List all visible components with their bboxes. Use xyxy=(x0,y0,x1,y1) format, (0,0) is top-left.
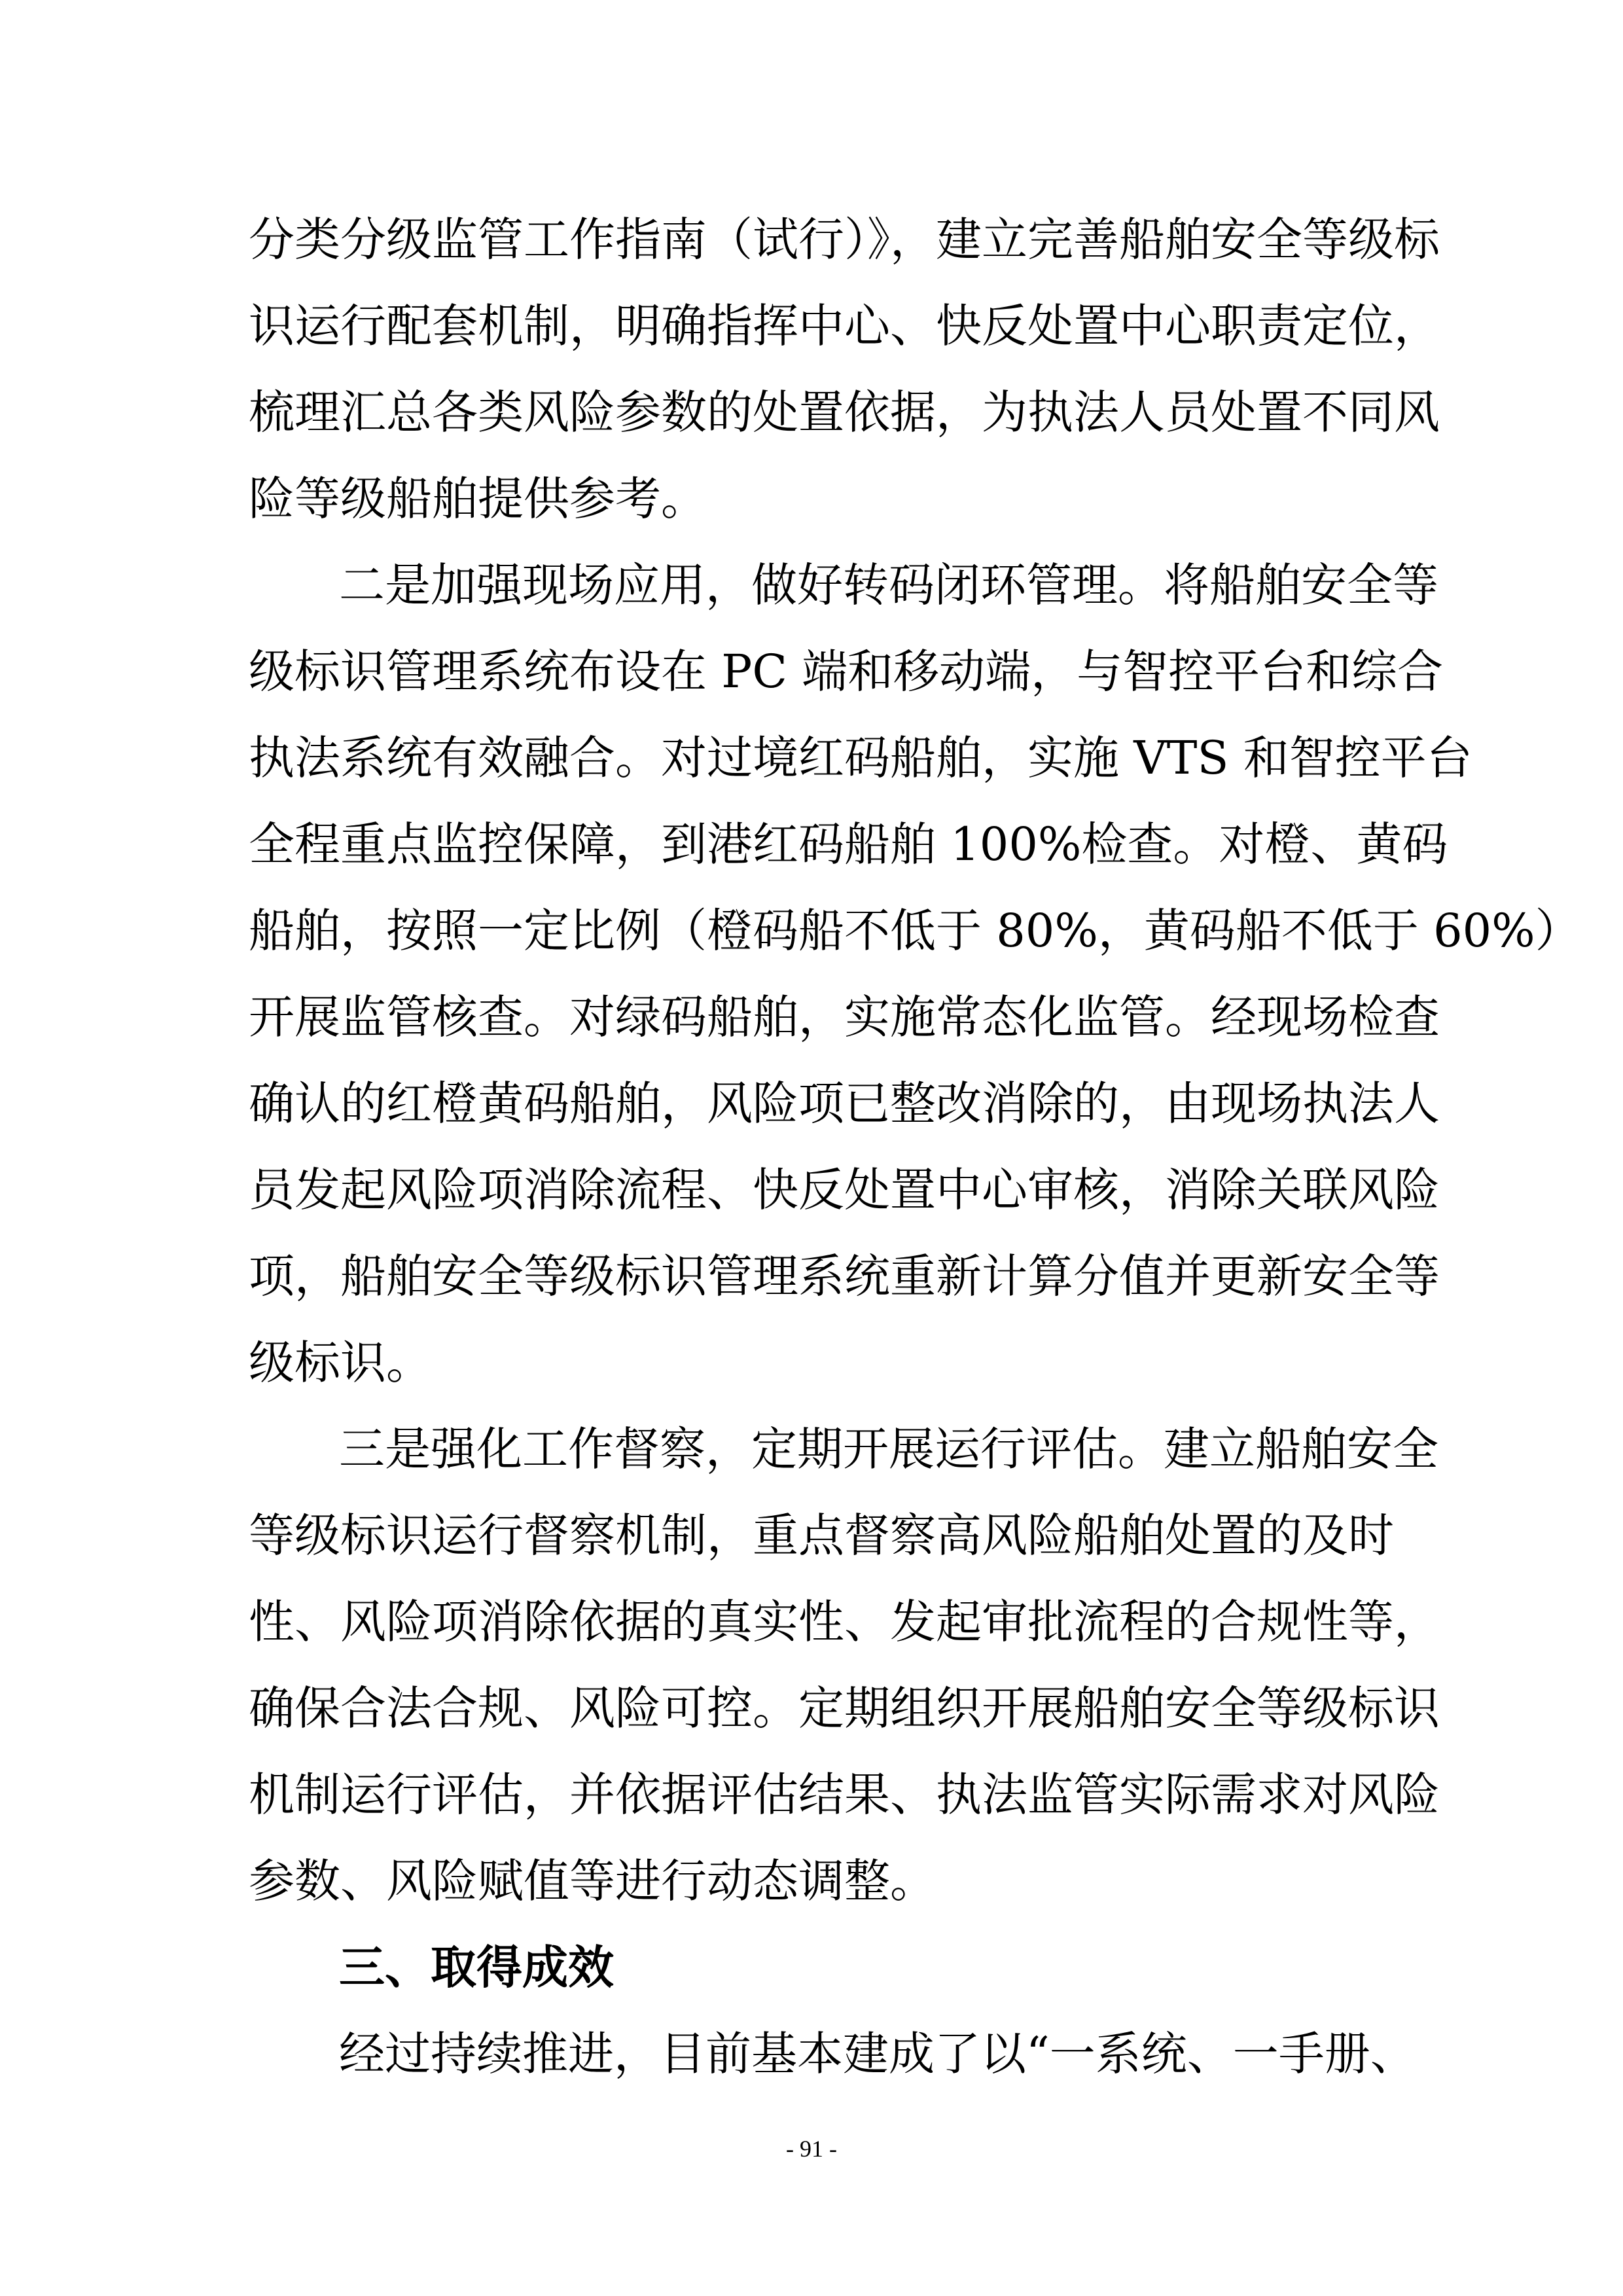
paragraph-line: 执法系统有效融合。对过境红码船舶，实施 VTS 和智控平台 xyxy=(249,731,1472,785)
paragraph-line: 性、风险项消除依据的真实性、发起审批流程的合规性等， xyxy=(249,1595,1440,1649)
paragraph-line: 确保合法合规、风险可控。定期组织开展船舶安全等级标识 xyxy=(249,1681,1440,1735)
paragraph-line: 全程重点监控保障，到港红码船舶 100%检查。对橙、黄码 xyxy=(249,817,1448,871)
paragraph-line: 确认的红橙黄码船舶，风险项已整改消除的，由现场执法人 xyxy=(249,1077,1440,1130)
page-number: - 91 - xyxy=(786,2136,837,2162)
paragraph-line: 开展监管核查。对绿码船舶，实施常态化监管。经现场检查 xyxy=(249,990,1440,1044)
section-heading: 三、取得成效 xyxy=(339,1941,614,1994)
paragraph-line: 梳理汇总各类风险参数的处置依据，为执法人员处置不同风 xyxy=(249,386,1440,439)
paragraph-line: 机制运行评估，并依据评估结果、执法监管实际需求对风险 xyxy=(249,1768,1440,1821)
paragraph-line: 参数、风险赋值等进行动态调整。 xyxy=(249,1854,936,1908)
paragraph-line: 经过持续推进，目前基本建成了以“一系统、一手册、 xyxy=(339,2027,1416,2081)
paragraph-line: 分类分级监管工作指南（试行）》，建立完善船舶安全等级标 xyxy=(249,213,1440,266)
paragraph-line: 员发起风险项消除流程、快反处置中心审核，消除关联风险 xyxy=(249,1163,1440,1217)
paragraph-line: 二是加强现场应用，做好转码闭环管理。将船舶安全等 xyxy=(339,558,1438,612)
paragraph-line: 级标识管理系统布设在 PC 端和移动端，与智控平台和综合 xyxy=(249,645,1444,698)
paragraph-line: 三是强化工作督察，定期开展运行评估。建立船舶安全 xyxy=(339,1422,1438,1476)
paragraph-line: 级标识。 xyxy=(249,1336,432,1390)
paragraph-line: 识运行配套机制，明确指挥中心、快反处置中心职责定位， xyxy=(249,299,1440,353)
paragraph-line: 等级标识运行督察机制，重点督察高风险船舶处置的及时 xyxy=(249,1509,1394,1562)
paragraph-line: 险等级船舶提供参考。 xyxy=(249,472,707,526)
paragraph-line: 项，船舶安全等级标识管理系统重新计算分值并更新安全等 xyxy=(249,1249,1440,1303)
paragraph-line: 船舶，按照一定比例（橙码船不低于 80%，黄码船不低于 60%） xyxy=(249,904,1581,958)
